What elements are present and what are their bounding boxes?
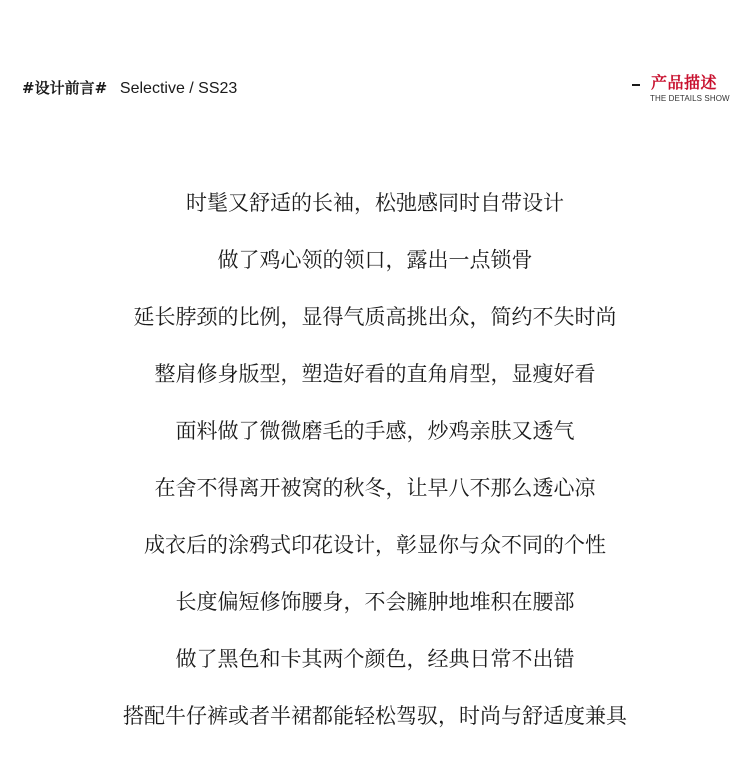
design-preface-tag: #设计前言# (22, 79, 108, 97)
description-line: 在舍不得离开被窝的秋冬，让早八不那么透心凉 (154, 476, 596, 500)
description-line: 时髦又舒适的长袖，松弛感同时自带设计 (186, 191, 564, 215)
design-preface-header (22, 77, 237, 100)
description-line: 成衣后的涂鸦式印花设计，彰显你与众不同的个性 (144, 533, 606, 557)
description-lines (0, 183, 750, 753)
description-line: 长度偏短修饰腰身，不会臃肿地堆积在腰部 (175, 590, 575, 614)
description-line: 搭配牛仔裤或者半裙都能轻松驾驭，时尚与舒适度兼具 (123, 704, 627, 728)
heading-dash-decoration (632, 84, 640, 86)
description-line: 做了黑色和卡其两个颜色，经典日常不出错 (175, 647, 575, 671)
collection-name: Selective / SS23 (119, 80, 238, 97)
description-line: 整肩修身版型，塑造好看的直角肩型，显瘦好看 (154, 362, 596, 386)
description-line: 延长脖颈的比例，显得气质高挑出众，简约不失时尚 (133, 305, 617, 329)
description-line: 做了鸡心领的领口，露出一点锁骨 (217, 248, 533, 272)
description-line: 面料做了微微磨毛的手感，炒鸡亲肤又透气 (175, 419, 575, 443)
section-title: 产品描述 (651, 73, 718, 92)
section-subtitle: THE DETAILS SHOW (650, 94, 730, 103)
